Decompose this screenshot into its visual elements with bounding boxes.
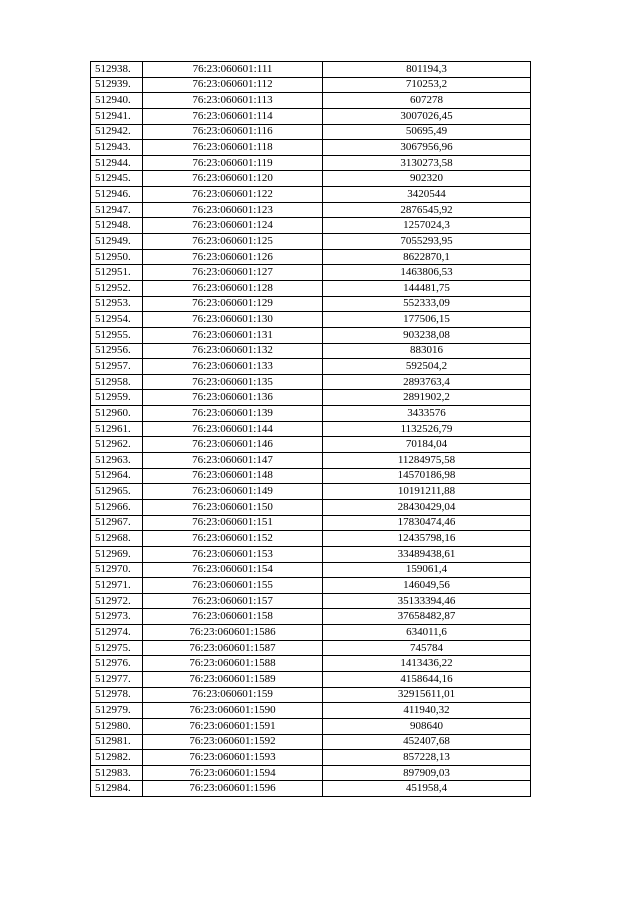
cadastral-value-table <box>90 61 531 797</box>
cadastral-number-cell: 76:23:060601:136 <box>143 390 323 406</box>
cadastral-number-cell: 76:23:060601:124 <box>143 218 323 234</box>
cadastral-number-cell: 76:23:060601:125 <box>143 234 323 250</box>
cadastral-number-cell: 76:23:060601:113 <box>143 93 323 109</box>
row-number-cell: 512983. <box>91 765 143 781</box>
table-row <box>91 374 531 390</box>
table-row <box>91 609 531 625</box>
cadastral-number-cell: 76:23:060601:135 <box>143 374 323 390</box>
value-cell: 552333,09 <box>323 296 531 312</box>
value-cell: 35133394,46 <box>323 593 531 609</box>
table-row <box>91 249 531 265</box>
cadastral-number-cell: 76:23:060601:118 <box>143 140 323 156</box>
table-row <box>91 484 531 500</box>
value-cell: 14570186,98 <box>323 468 531 484</box>
row-number-cell: 512940. <box>91 93 143 109</box>
cadastral-number-cell: 76:23:060601:148 <box>143 468 323 484</box>
cadastral-number-cell: 76:23:060601:144 <box>143 421 323 437</box>
table-row <box>91 265 531 281</box>
value-cell: 452407,68 <box>323 734 531 750</box>
value-cell: 177506,15 <box>323 312 531 328</box>
row-number-cell: 512971. <box>91 578 143 594</box>
value-cell: 1257024,3 <box>323 218 531 234</box>
value-cell: 28430429,04 <box>323 499 531 515</box>
table-row <box>91 327 531 343</box>
value-cell: 1132526,79 <box>323 421 531 437</box>
cadastral-number-cell: 76:23:060601:123 <box>143 202 323 218</box>
table-row <box>91 218 531 234</box>
cadastral-number-cell: 76:23:060601:1592 <box>143 734 323 750</box>
row-number-cell: 512978. <box>91 687 143 703</box>
cadastral-number-cell: 76:23:060601:122 <box>143 187 323 203</box>
table-row <box>91 531 531 547</box>
row-number-cell: 512981. <box>91 734 143 750</box>
cadastral-number-cell: 76:23:060601:1586 <box>143 625 323 641</box>
value-cell: 883016 <box>323 343 531 359</box>
table-row <box>91 546 531 562</box>
cadastral-number-cell: 76:23:060601:127 <box>143 265 323 281</box>
table-row <box>91 687 531 703</box>
value-cell: 144481,75 <box>323 280 531 296</box>
value-cell: 3420544 <box>323 187 531 203</box>
value-cell: 3067956,96 <box>323 140 531 156</box>
table-row <box>91 562 531 578</box>
cadastral-number-cell: 76:23:060601:1587 <box>143 640 323 656</box>
value-cell: 607278 <box>323 93 531 109</box>
row-number-cell: 512963. <box>91 453 143 469</box>
table-row <box>91 765 531 781</box>
value-cell: 1413436,22 <box>323 656 531 672</box>
table-body <box>91 62 531 797</box>
table-row <box>91 515 531 531</box>
row-number-cell: 512939. <box>91 77 143 93</box>
row-number-cell: 512948. <box>91 218 143 234</box>
value-cell: 3130273,58 <box>323 155 531 171</box>
row-number-cell: 512977. <box>91 671 143 687</box>
cadastral-number-cell: 76:23:060601:153 <box>143 546 323 562</box>
table-row <box>91 187 531 203</box>
row-number-cell: 512955. <box>91 327 143 343</box>
cadastral-number-cell: 76:23:060601:132 <box>143 343 323 359</box>
table-row <box>91 202 531 218</box>
cadastral-number-cell: 76:23:060601:155 <box>143 578 323 594</box>
value-cell: 146049,56 <box>323 578 531 594</box>
row-number-cell: 512961. <box>91 421 143 437</box>
value-cell: 7055293,95 <box>323 234 531 250</box>
table-row <box>91 734 531 750</box>
value-cell: 37658482,87 <box>323 609 531 625</box>
cadastral-number-cell: 76:23:060601:1588 <box>143 656 323 672</box>
row-number-cell: 512958. <box>91 374 143 390</box>
row-number-cell: 512984. <box>91 781 143 797</box>
row-number-cell: 512957. <box>91 359 143 375</box>
table-row <box>91 77 531 93</box>
row-number-cell: 512938. <box>91 62 143 78</box>
value-cell: 159061,4 <box>323 562 531 578</box>
row-number-cell: 512968. <box>91 531 143 547</box>
table-row <box>91 625 531 641</box>
cadastral-number-cell: 76:23:060601:1590 <box>143 703 323 719</box>
value-cell: 634011,6 <box>323 625 531 641</box>
row-number-cell: 512960. <box>91 406 143 422</box>
cadastral-number-cell: 76:23:060601:151 <box>143 515 323 531</box>
value-cell: 801194,3 <box>323 62 531 78</box>
cadastral-number-cell: 76:23:060601:114 <box>143 108 323 124</box>
table-row <box>91 640 531 656</box>
table-row <box>91 750 531 766</box>
row-number-cell: 512947. <box>91 202 143 218</box>
table-row <box>91 421 531 437</box>
table-row <box>91 93 531 109</box>
cadastral-number-cell: 76:23:060601:154 <box>143 562 323 578</box>
value-cell: 3433576 <box>323 406 531 422</box>
cadastral-number-cell: 76:23:060601:150 <box>143 499 323 515</box>
cadastral-number-cell: 76:23:060601:1596 <box>143 781 323 797</box>
table-row <box>91 406 531 422</box>
table-row <box>91 296 531 312</box>
value-cell: 8622870,1 <box>323 249 531 265</box>
value-cell: 32915611,01 <box>323 687 531 703</box>
cadastral-number-cell: 76:23:060601:1589 <box>143 671 323 687</box>
table-row <box>91 124 531 140</box>
table-row <box>91 593 531 609</box>
row-number-cell: 512950. <box>91 249 143 265</box>
table-row <box>91 656 531 672</box>
row-number-cell: 512980. <box>91 718 143 734</box>
cadastral-number-cell: 76:23:060601:120 <box>143 171 323 187</box>
row-number-cell: 512982. <box>91 750 143 766</box>
row-number-cell: 512964. <box>91 468 143 484</box>
value-cell: 12435798,16 <box>323 531 531 547</box>
value-cell: 17830474,46 <box>323 515 531 531</box>
value-cell: 745784 <box>323 640 531 656</box>
value-cell: 33489438,61 <box>323 546 531 562</box>
row-number-cell: 512944. <box>91 155 143 171</box>
cadastral-number-cell: 76:23:060601:116 <box>143 124 323 140</box>
row-number-cell: 512942. <box>91 124 143 140</box>
value-cell: 70184,04 <box>323 437 531 453</box>
table-row <box>91 578 531 594</box>
row-number-cell: 512965. <box>91 484 143 500</box>
cadastral-number-cell: 76:23:060601:129 <box>143 296 323 312</box>
cadastral-number-cell: 76:23:060601:152 <box>143 531 323 547</box>
table-row <box>91 703 531 719</box>
row-number-cell: 512949. <box>91 234 143 250</box>
value-cell: 451958,4 <box>323 781 531 797</box>
row-number-cell: 512943. <box>91 140 143 156</box>
row-number-cell: 512974. <box>91 625 143 641</box>
value-cell: 3007026,45 <box>323 108 531 124</box>
value-cell: 710253,2 <box>323 77 531 93</box>
cadastral-number-cell: 76:23:060601:1594 <box>143 765 323 781</box>
value-cell: 902320 <box>323 171 531 187</box>
table-row <box>91 468 531 484</box>
row-number-cell: 512979. <box>91 703 143 719</box>
table-row <box>91 499 531 515</box>
row-number-cell: 512967. <box>91 515 143 531</box>
row-number-cell: 512959. <box>91 390 143 406</box>
table-row <box>91 453 531 469</box>
row-number-cell: 512941. <box>91 108 143 124</box>
value-cell: 908640 <box>323 718 531 734</box>
row-number-cell: 512966. <box>91 499 143 515</box>
row-number-cell: 512970. <box>91 562 143 578</box>
cadastral-number-cell: 76:23:060601:112 <box>143 77 323 93</box>
row-number-cell: 512945. <box>91 171 143 187</box>
cadastral-number-cell: 76:23:060601:111 <box>143 62 323 78</box>
row-number-cell: 512972. <box>91 593 143 609</box>
table-row <box>91 171 531 187</box>
row-number-cell: 512962. <box>91 437 143 453</box>
cadastral-number-cell: 76:23:060601:1593 <box>143 750 323 766</box>
row-number-cell: 512953. <box>91 296 143 312</box>
table-row <box>91 359 531 375</box>
cadastral-number-cell: 76:23:060601:147 <box>143 453 323 469</box>
row-number-cell: 512954. <box>91 312 143 328</box>
row-number-cell: 512973. <box>91 609 143 625</box>
value-cell: 592504,2 <box>323 359 531 375</box>
table-row <box>91 781 531 797</box>
row-number-cell: 512952. <box>91 280 143 296</box>
row-number-cell: 512946. <box>91 187 143 203</box>
cadastral-number-cell: 76:23:060601:158 <box>143 609 323 625</box>
cadastral-number-cell: 76:23:060601:1591 <box>143 718 323 734</box>
table-row <box>91 280 531 296</box>
cadastral-number-cell: 76:23:060601:149 <box>143 484 323 500</box>
table-row <box>91 437 531 453</box>
table-row <box>91 312 531 328</box>
cadastral-number-cell: 76:23:060601:157 <box>143 593 323 609</box>
value-cell: 903238,08 <box>323 327 531 343</box>
cadastral-number-cell: 76:23:060601:130 <box>143 312 323 328</box>
cadastral-number-cell: 76:23:060601:126 <box>143 249 323 265</box>
row-number-cell: 512956. <box>91 343 143 359</box>
table-row <box>91 390 531 406</box>
value-cell: 1463806,53 <box>323 265 531 281</box>
cadastral-number-cell: 76:23:060601:128 <box>143 280 323 296</box>
row-number-cell: 512951. <box>91 265 143 281</box>
table-row <box>91 140 531 156</box>
row-number-cell: 512975. <box>91 640 143 656</box>
value-cell: 50695,49 <box>323 124 531 140</box>
row-number-cell: 512976. <box>91 656 143 672</box>
cadastral-number-cell: 76:23:060601:119 <box>143 155 323 171</box>
table-row <box>91 718 531 734</box>
table-row <box>91 108 531 124</box>
value-cell: 411940,32 <box>323 703 531 719</box>
value-cell: 4158644,16 <box>323 671 531 687</box>
value-cell: 10191211,88 <box>323 484 531 500</box>
value-cell: 2876545,92 <box>323 202 531 218</box>
table-row <box>91 343 531 359</box>
cadastral-number-cell: 76:23:060601:159 <box>143 687 323 703</box>
value-cell: 2891902,2 <box>323 390 531 406</box>
value-cell: 897909,03 <box>323 765 531 781</box>
cadastral-number-cell: 76:23:060601:131 <box>143 327 323 343</box>
table-row <box>91 155 531 171</box>
row-number-cell: 512969. <box>91 546 143 562</box>
cadastral-number-cell: 76:23:060601:133 <box>143 359 323 375</box>
cadastral-number-cell: 76:23:060601:146 <box>143 437 323 453</box>
value-cell: 11284975,58 <box>323 453 531 469</box>
table-row <box>91 62 531 78</box>
table-row <box>91 234 531 250</box>
value-cell: 857228,13 <box>323 750 531 766</box>
value-cell: 2893763,4 <box>323 374 531 390</box>
cadastral-number-cell: 76:23:060601:139 <box>143 406 323 422</box>
table-row <box>91 671 531 687</box>
